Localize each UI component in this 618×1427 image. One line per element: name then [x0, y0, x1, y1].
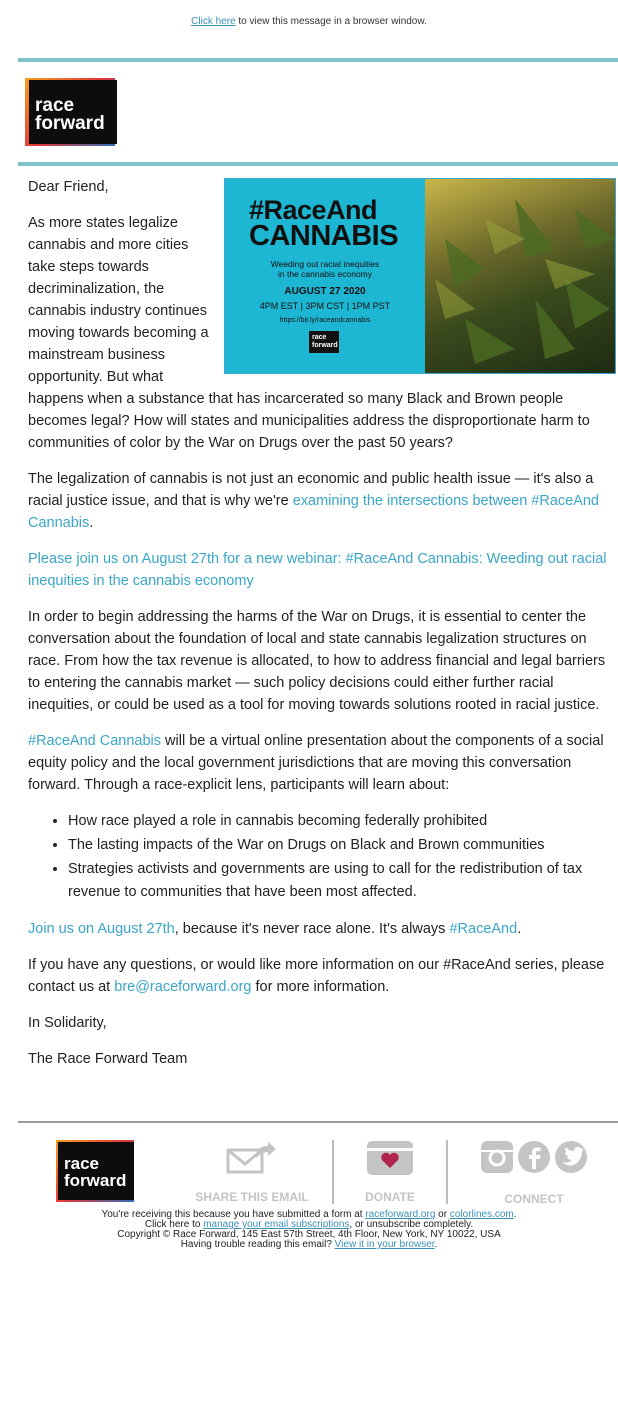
hero-title-line1: #RaceAnd	[249, 195, 378, 225]
paragraph-4: In order to begin addressing the harms of the War on Drugs, it is essential to center the conversation about the foundation of local and state cannabis legalization structures on race. From how the tax revenue is allocated, to how to address financial and legal barriers to entering the cannabis market — such policy decisions could either further racial inequities, or could be used as a tool for moving towards solutions rooted in racial justice.	[28, 609, 606, 713]
paragraph-6-end: .	[517, 921, 522, 937]
hero-url: https://bit.ly/raceandcannabis	[279, 317, 371, 324]
header-rule-top	[18, 58, 618, 62]
footer-logo[interactable]	[58, 1142, 134, 1200]
legal-line-4	[0, 1240, 618, 1250]
raceforward-link[interactable]: raceforward.org	[365, 1209, 436, 1220]
intersections-link[interactable]: examining the intersections between #RaceAnd Cannabis	[28, 493, 600, 531]
paragraph-6-text: , because it's never race alone. It's always	[174, 921, 450, 937]
legal-line-1-end: .	[513, 1209, 517, 1220]
donate-heart-icon	[366, 1140, 414, 1176]
copyright-line: Copyright © Race Forward, 145 East 57th Street, 4th Floor, New York, NY 10022, USA	[117, 1229, 501, 1240]
hero-subtitle-line1: Weeding out racial inequities	[270, 259, 380, 269]
cannabis-plant-photo	[425, 179, 616, 373]
view-in-browser-link[interactable]: Click here	[191, 16, 236, 27]
donate-button[interactable]	[350, 1140, 430, 1204]
paragraph-7-end: for more information.	[251, 979, 390, 995]
view-in-browser-footer-link[interactable]: View it in your browser	[334, 1239, 435, 1250]
paragraph-1: As more states legalize cannabis and more cities take steps towards decriminalization, the cannabis industry continues moving towards becoming a mainstream business opportunity. But what happens when a substance that has incarcerated so many Black and Brown people becomes legal? How will states and municipalities address the disproportionate harm to communities of color by the War on Drugs over the past 50 years?	[28, 215, 590, 451]
envelope-share-icon	[226, 1142, 278, 1176]
paragraph-3	[28, 548, 608, 592]
instagram-icon[interactable]	[480, 1140, 514, 1174]
contact-email-link[interactable]: bre@raceforward.org	[114, 979, 252, 995]
learning-list	[28, 810, 608, 904]
donate-label: DONATE	[365, 1190, 415, 1204]
paragraph-7-text: If you have any questions, or would like more information on our #RaceAnd series, please contact us at	[28, 957, 605, 995]
list-item: • Strategies activists and governments are using to call for the redistribution of tax revenue to communities that have been most affected.	[68, 858, 608, 904]
closing: In Solidarity,	[28, 1015, 107, 1031]
email-body	[28, 176, 608, 1084]
greeting: Dear Friend,	[28, 179, 109, 195]
paragraph-7	[28, 954, 608, 998]
share-email-button[interactable]	[190, 1140, 314, 1204]
hero-banner-image[interactable]	[224, 178, 616, 374]
social-icons	[478, 1140, 590, 1174]
hero-text-panel	[225, 179, 425, 373]
legal-line-4-end: .	[434, 1239, 438, 1250]
raceand-cannabis-link[interactable]: #RaceAnd Cannabis	[28, 733, 162, 749]
legal-line-4-text: Having trouble reading this email?	[180, 1239, 335, 1250]
logo-text-forward: forward	[35, 113, 105, 134]
logo-text-race: race	[35, 95, 75, 116]
share-email-label: SHARE THIS EMAIL	[195, 1190, 309, 1204]
paragraph-6	[28, 918, 608, 940]
leaf-pattern	[425, 179, 616, 373]
legal-line-2-text: Click here to	[144, 1219, 204, 1230]
legal-line-2-end: , or unsubscribe completely.	[349, 1219, 474, 1230]
paragraph-2	[28, 468, 608, 534]
paragraph-2-end: .	[89, 515, 94, 531]
legal-or: or	[435, 1209, 450, 1220]
race-forward-logo[interactable]	[27, 80, 115, 144]
raceand-link[interactable]: #RaceAnd	[449, 921, 518, 937]
footer-rule	[18, 1121, 618, 1123]
twitter-icon[interactable]	[554, 1140, 588, 1174]
header-rule-bottom	[18, 162, 618, 166]
preheader-text: to view this message in a browser window.	[235, 16, 427, 27]
list-item: • How race played a role in cannabis becoming federally prohibited	[68, 810, 608, 833]
hero-date: AUGUST 27 2020	[284, 286, 366, 297]
join-us-link[interactable]: Join us on August 27th	[28, 921, 175, 937]
paragraph-5-text: will be a virtual online presentation about the components of a social equity policy and the local government jurisdictions that are moving this conversation forward. Through a race-explicit lens, participants will learn about:	[28, 733, 604, 793]
connect-label: CONNECT	[504, 1192, 564, 1206]
hero-times: 4PM EST | 3PM CST | 1PM PST	[259, 301, 391, 311]
preheader	[0, 0, 618, 42]
hero-mini-logo	[309, 331, 339, 353]
hero-title-line2: CANNABIS	[249, 220, 399, 252]
manage-subscriptions-link[interactable]: manage your email subscriptions	[203, 1219, 350, 1230]
facebook-icon[interactable]	[517, 1140, 551, 1174]
signature: The Race Forward Team	[28, 1051, 188, 1067]
legal-line-1-text: You're receiving this because you have submitted a form at	[101, 1209, 366, 1220]
colorlines-link[interactable]: colorlines.com	[449, 1209, 514, 1220]
hero-mini-logo-forward: forward	[312, 342, 338, 349]
hero-mini-logo-race: race	[312, 334, 327, 341]
paragraph-2-text: The legalization of cannabis is not just an economic and public health issue — it's also a racial justice issue, and that is why we're	[28, 471, 594, 509]
footer-divider-1	[332, 1140, 334, 1204]
list-item: • The lasting impacts of the War on Drugs on Black and Brown communities	[68, 834, 608, 857]
footer-logo-text-forward: forward	[64, 1171, 127, 1190]
paragraph-5	[28, 730, 608, 796]
webinar-link[interactable]: Please join us on August 27th for a new webinar: #RaceAnd Cannabis: Weeding out racial inequities in the cannabis economy	[28, 551, 607, 589]
footer-logo-text-race: race	[64, 1154, 99, 1173]
footer-divider-2	[446, 1140, 448, 1204]
connect-section	[478, 1140, 590, 1206]
hero-subtitle-line2: in the cannabis economy	[277, 269, 373, 279]
